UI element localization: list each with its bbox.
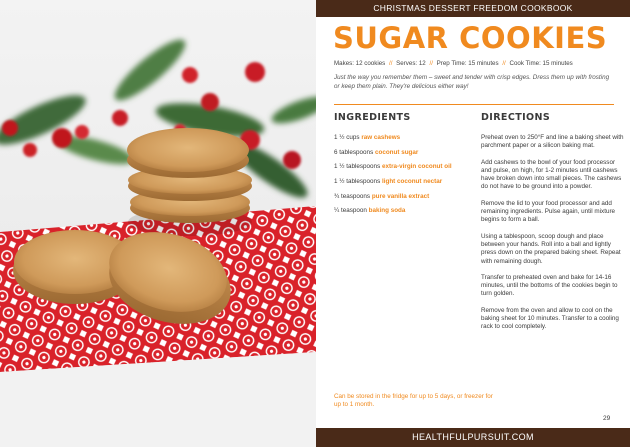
website-footer: HEALTHFULPURSUIT.COM	[316, 428, 630, 447]
prep-time-text: Prep Time: 15 minutes	[436, 60, 499, 67]
direction-step: Add cashews to the bowl of your food processor and pulse, on high, for 1-2 minutes until cashews have broken down into small pieces. The cashews do not have to be ground into a powder.	[481, 158, 622, 191]
section-divider	[334, 104, 614, 105]
ingredients-heading: INGREDIENTS	[334, 112, 411, 123]
ingredient-name: extra-virgin coconut oil	[381, 163, 452, 171]
directions-list	[481, 134, 626, 332]
meta-separator: //	[388, 60, 393, 67]
ingredient-item	[334, 207, 474, 222]
meta-separator: //	[502, 60, 506, 67]
ingredient-qty: ¾ teaspoons	[334, 192, 371, 200]
ingredient-name: baking soda	[368, 207, 406, 215]
ingredient-item	[334, 178, 474, 193]
makes-text: Makes: 12 cookies	[334, 60, 386, 67]
ingredient-qty: 6 tablespoons	[334, 148, 374, 156]
ingredient-name: raw cashews	[361, 134, 401, 141]
meta-separator: //	[429, 60, 433, 67]
ingredient-item	[334, 193, 474, 208]
cook-time-text: Cook Time: 15 minutes	[509, 60, 573, 67]
ingredient-name: coconut sugar	[374, 148, 419, 156]
ingredients-list	[334, 134, 474, 222]
directions-heading: DIRECTIONS	[481, 112, 551, 123]
direction-step: Remove the lid to your food processor and add remaining ingredients. Pulse again, until mixture begins to form a ball.	[481, 199, 616, 224]
direction-step: Transfer to preheated oven and bake for 14-16 minutes, until the bottoms of the cookies begin to turn golden.	[481, 273, 618, 298]
cookie-stack	[127, 128, 252, 236]
ingredient-name: pure vanilla extract	[371, 192, 430, 200]
recipe-intro: Just the way you remember them – sweet and tender with crisp edges. Dress them up with frosting or keep them plain. They're delicious either way!	[334, 74, 610, 90]
book-title-bar: CHRISTMAS DESSERT FREEDOM COOKBOOK	[316, 0, 630, 17]
recipe-meta	[334, 60, 624, 67]
direction-step: Remove from the oven and allow to cool on the baking sheet for 10 minutes. Transfer to a cooling rack to cool completely.	[481, 306, 619, 331]
page-number: 29	[603, 415, 611, 422]
storage-note: Can be stored in the fridge for up to 5 days, or freezer for up to 1 month.	[334, 393, 493, 409]
ingredient-qty: 1 ½ tablespoons	[334, 163, 381, 171]
direction-step: Using a tablespoon, scoop dough and place between your hands. Roll into a ball and lightly press down on the prepared baking sheet. Repeat with remaining dough.	[481, 232, 621, 265]
ingredient-qty: 1 ½ cups	[334, 134, 360, 141]
ingredient-item	[334, 163, 474, 178]
ingredient-item	[334, 149, 474, 164]
ingredient-item	[334, 134, 474, 149]
ingredient-name: light coconut nectar	[381, 178, 443, 186]
recipe-page	[316, 0, 630, 447]
serves-text: Serves: 12	[396, 60, 426, 67]
ingredient-qty: ¼ teaspoon	[334, 207, 367, 215]
ingredient-qty: 1 ½ tablespoons	[334, 178, 381, 186]
direction-step: Preheat oven to 250°F and line a baking sheet with parchment paper or a silicon baking mat.	[481, 134, 624, 150]
recipe-title: SUGAR COOKIES	[333, 21, 608, 55]
